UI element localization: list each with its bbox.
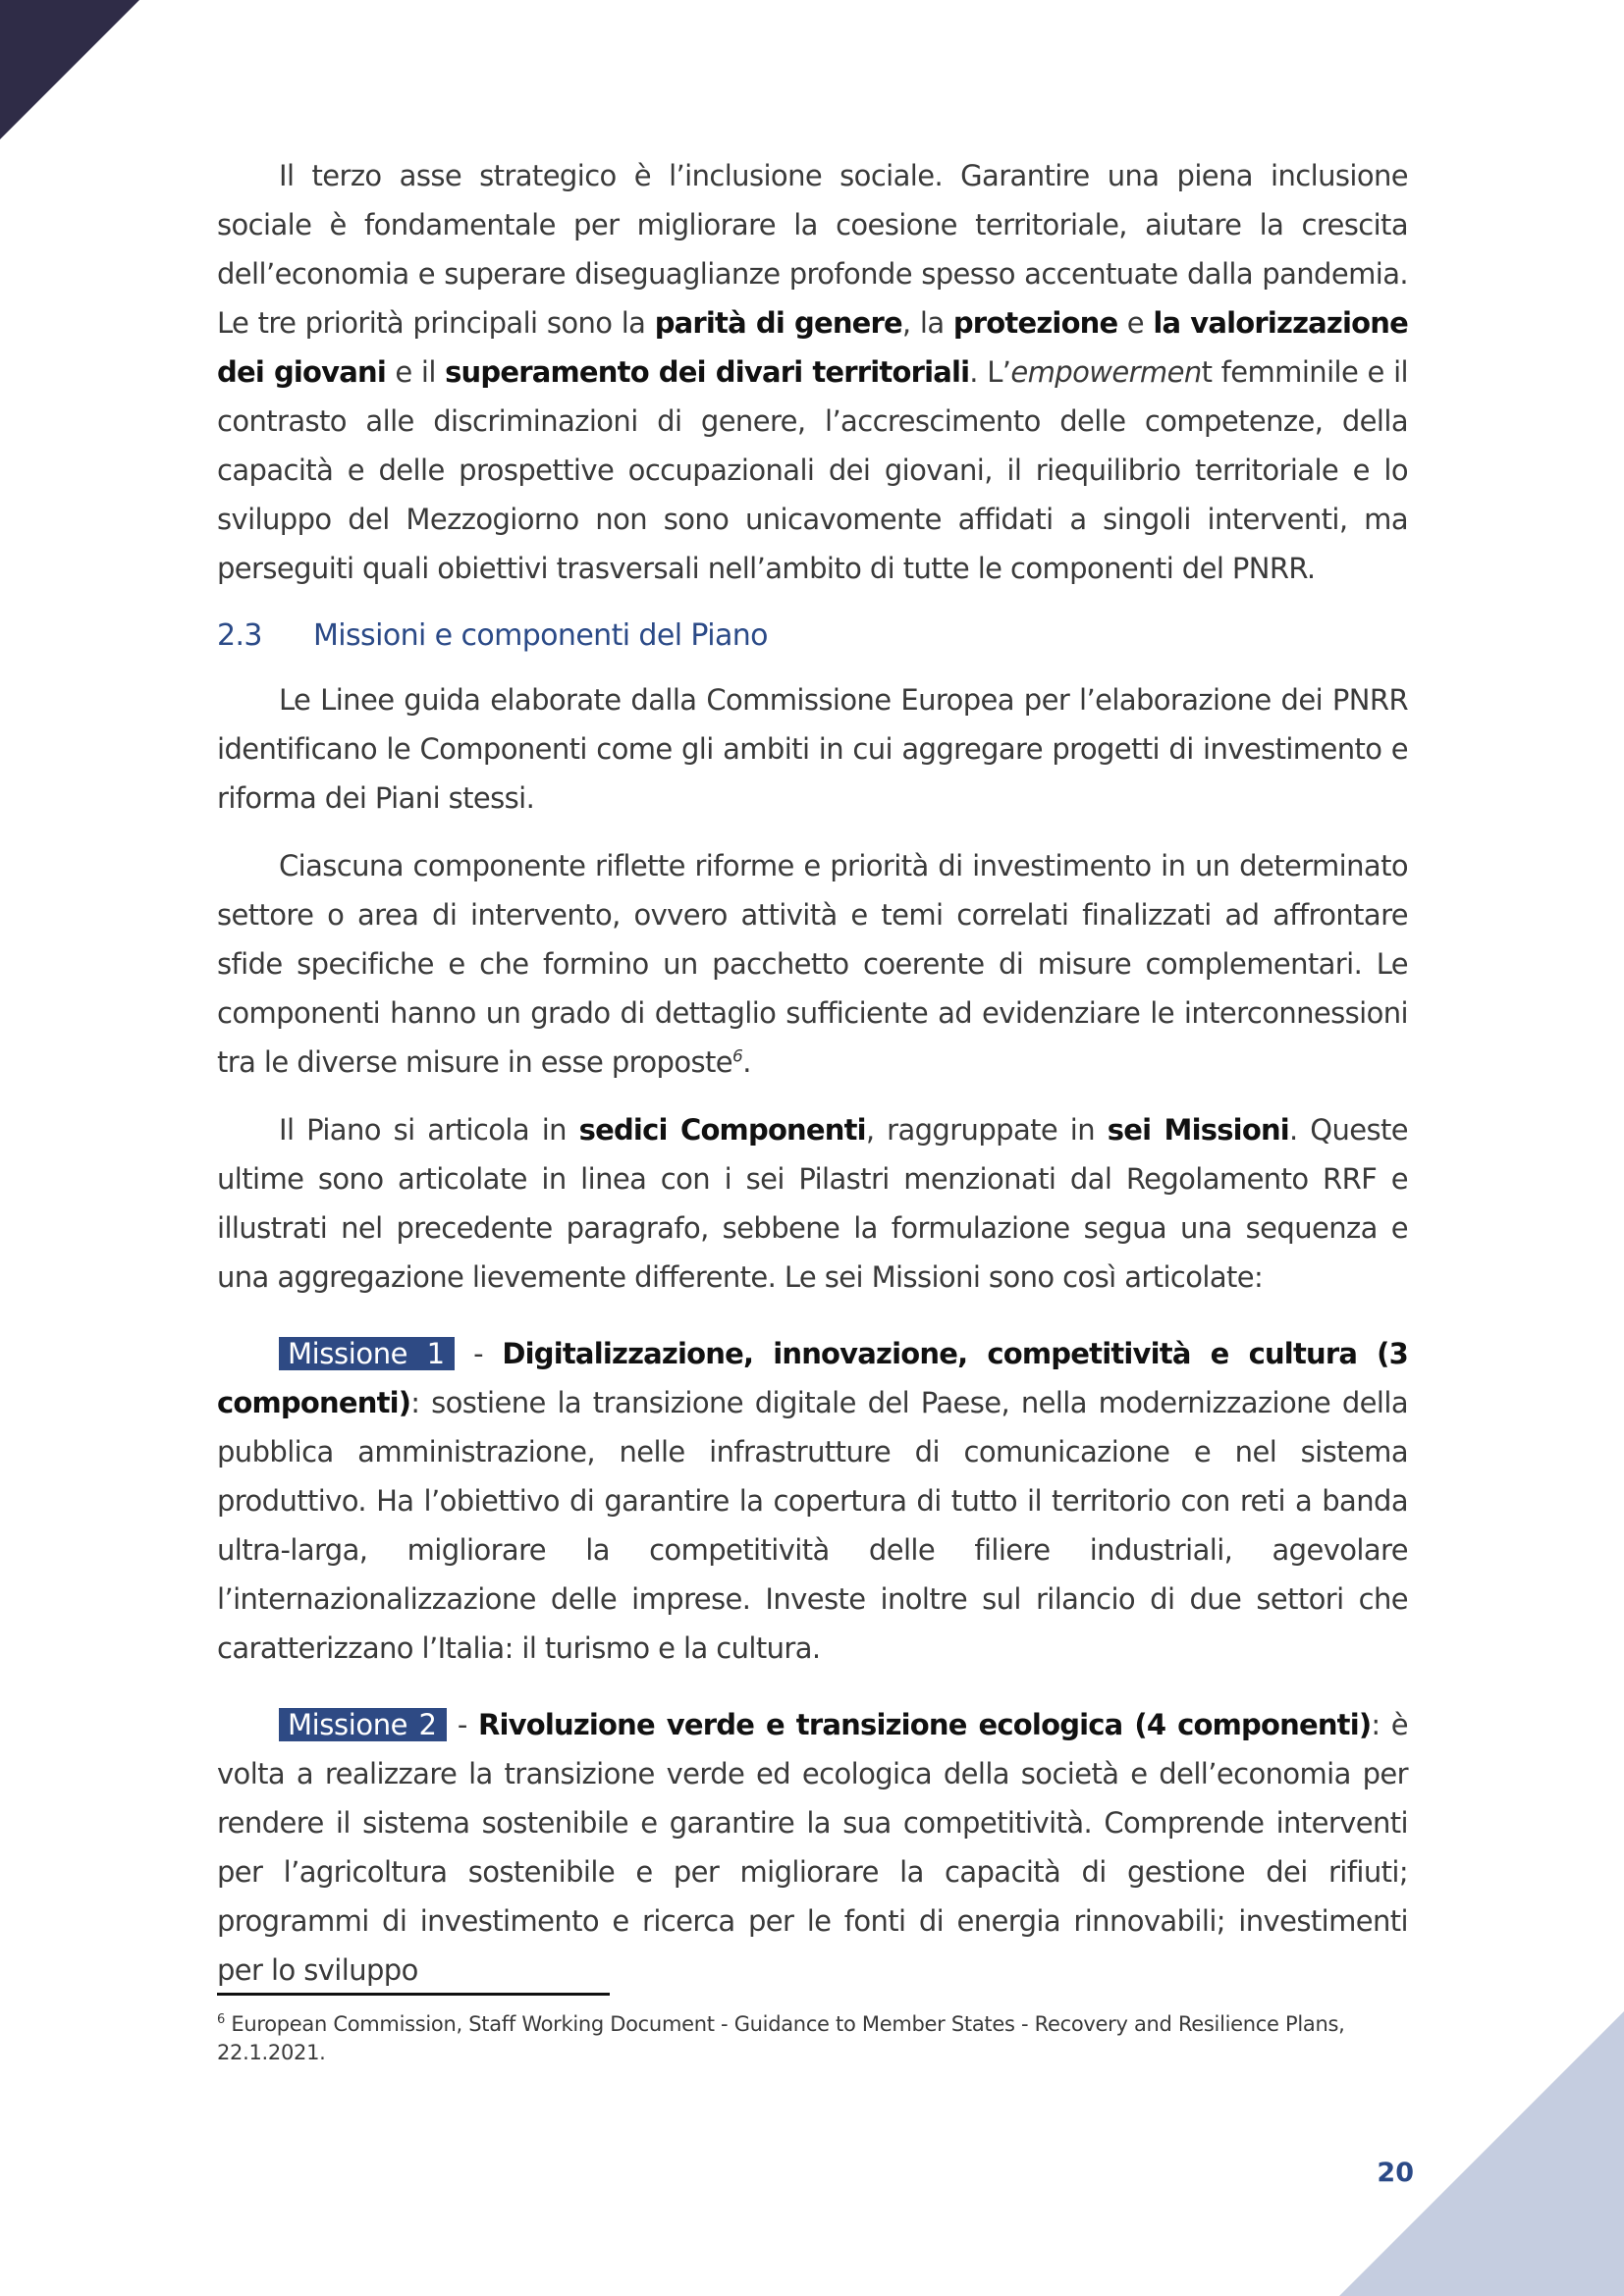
top-left-corner-decoration (0, 0, 139, 139)
missione-2-badge: Missione 2 (279, 1708, 447, 1741)
bold-parita-di-genere: parità di genere (654, 306, 902, 340)
bold-sei-missioni: sei Missioni (1107, 1113, 1289, 1147)
missione-2-title: Rivoluzione verde e transizione ecologica (4 componenti) (477, 1708, 1372, 1741)
missione-1-title: Digitalizzazione, innovazione, competitività e cultura (3 componenti) (217, 1337, 1409, 1419)
paragraph-linee-guida: Le Linee guida elaborate dalla Commissione Europea per l’elaborazione dei PNRR identificano le Componenti come gli ambiti in cui aggregare progetti di investimento e riforma dei Piani stessi. (217, 683, 1408, 815)
section-heading (217, 612, 1408, 661)
text-segment: t femminile e il contrasto alle discriminazioni di genere, l’accrescimento delle competenze, della capacità e delle prospettive occupazionali dei giovani, il riequilibrio territoriale e lo sviluppo del Mezzogiorno non sono unicavomente affidati a singoli interventi, ma perseguiti quali obiettivi trasversali nell’ambito di tutte le componenti del PNRR. (217, 355, 1408, 585)
text-segment: Il Piano si articola in (279, 1113, 579, 1147)
paragraph-piano (217, 1105, 1408, 1302)
section-number: 2.3 (217, 618, 262, 653)
footnote-number: 6 (217, 2012, 225, 2027)
paragraph-inclusione-sociale (217, 151, 1408, 593)
text-segment: , la (901, 306, 953, 340)
missione-2-description: : è volta a realizzare la transizione verde ed ecologica della società e dell’economia per rendere il sistema sostenibile e garantire la sua competitività. Comprende interventi per l’agricoltura sostenibile e per migliorare la capacità di gestione dei rifiuti; programmi di investimento e ricerca per le fonti di energia rinnovabili; investimenti per lo sviluppo (217, 1708, 1408, 1987)
page-content (217, 151, 1408, 2013)
text-segment: Ciascuna componente riflette riforme e priorità di investimento in un determinato settore o area di intervento, ovvero attività e temi correlati finalizzati ad affrontare sfide specifiche e che formino un pacchetto coerente di misure complementari. Le componenti hanno un grado di dettaglio sufficiente ad evidenziare le interconnessioni tra le diverse misure in esse proposte (217, 849, 1408, 1079)
italic-empowerment: empowermen (1010, 355, 1202, 389)
bold-valorizzazione-giovani: la valorizzazione dei giovani (217, 306, 1408, 389)
text-segment: . Queste ultime sono articolate in linea con i sei Pilastri menzionati dal Regolamento RRF e illustrati nel precedente paragrafo, sebbene la formulazione segua una sequenza e una aggregazione lievemente differente. Le sei Missioni sono così articolate: (217, 1113, 1409, 1294)
footnote-reference[interactable]: 6 (732, 1046, 743, 1067)
footnote-separator (217, 1993, 610, 1996)
text-segment: e (1117, 306, 1154, 340)
text-segment: , raggruppate in (865, 1113, 1108, 1147)
text-segment: . (742, 1045, 751, 1079)
section-title: Missioni e componenti del Piano (313, 618, 768, 653)
bold-protezione: protezione (952, 306, 1118, 340)
paragraph-missione-1 (217, 1329, 1408, 1673)
footnote-text: European Commission, Staff Working Document - Guidance to Member States - Recovery and Resilience Plans, 22.1.2021. (217, 2012, 1345, 2064)
text-segment: Il terzo asse strategico è l’inclusione sociale. Garantire una piena inclusione sociale è fondamentale per migliorare la coesione territoriale, aiutare la crescita dell’economia e superare diseguaglianze profonde spesso accentuate dalla pandemia. Le tre priorità principali sono la (217, 159, 1408, 340)
missione-1-description: : sostiene la transizione digitale del Paese, nella modernizzazione della pubblica amministrazione, nelle infrastrutture di comunicazione e nel sistema produttivo. Ha l’obiettivo di garantire la copertura di tutto il territorio con reti a banda ultra-larga, migliorare la competitività delle filiere industriali, agevolare l’internazionalizzazione delle imprese. Investe inoltre sul rilancio di due settori che caratterizzano l’Italia: il turismo e la cultura. (217, 1386, 1408, 1665)
text-segment: - (454, 1337, 503, 1370)
paragraph-componente (217, 841, 1408, 1087)
footnote (217, 2010, 1395, 2067)
bold-sedici-componenti: sedici Componenti (578, 1113, 866, 1147)
paragraph-missione-2 (217, 1700, 1408, 1995)
missione-1-badge: Missione 1 (279, 1337, 455, 1370)
text-segment: e il (386, 355, 446, 389)
text-segment: . L’ (969, 355, 1011, 389)
bold-superamento-divari: superamento dei divari territoriali (445, 355, 970, 389)
page-number: 20 (1377, 2158, 1414, 2188)
text-segment: - (446, 1708, 478, 1741)
